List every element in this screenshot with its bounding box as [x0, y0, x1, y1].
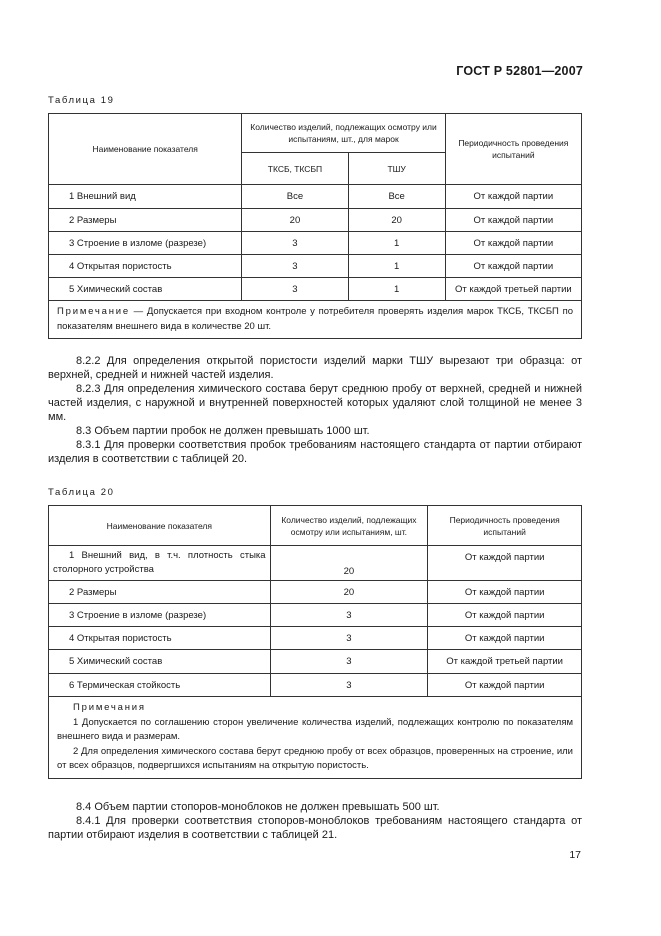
quantity-tksb: Все — [242, 185, 348, 209]
test-period: От каждой партии — [428, 546, 582, 581]
table-19-header-quantity: Количество изделий, подлежащих осмотру или испытаниям, шт., для марок — [242, 114, 445, 153]
quantity: 20 — [270, 546, 428, 581]
quantity-tksb: 20 — [242, 209, 348, 232]
table-20-caption: Таблица 20 — [48, 487, 115, 498]
note-text: — Допускается при входном контроле у потребителя проверять изделия марок ТКСБ, ТКСБП по показателям внешнего вида в количестве 20 шт. — [57, 306, 573, 332]
indicator-name: 1 Внешний вид — [49, 185, 242, 209]
notes-label: Примечания — [73, 702, 146, 713]
table-20 — [48, 505, 582, 779]
test-period: От каждой партии — [428, 604, 582, 627]
table-20-header-quantity: Количество изделий, подлежащих осмотру или испытаниям, шт. — [270, 506, 428, 546]
table-row — [49, 650, 582, 674]
table-row — [49, 278, 582, 301]
paragraph: 8.3.1 Для проверки соответствия пробок требованиям настоящего стандарта от партии отбирают изделия в соответствии с таблицей 20. — [48, 439, 582, 465]
table-row — [49, 581, 582, 604]
test-period: От каждой партии — [428, 627, 582, 650]
quantity-tshu: 1 — [348, 232, 445, 255]
table-19-caption: Таблица 19 — [48, 95, 115, 106]
table-19-header-period: Периодичность проведения испытаний — [445, 114, 581, 185]
table-19-header-tksb: ТКСБ, ТКСБП — [242, 153, 348, 185]
table-19-header-name: Наименование показателя — [49, 114, 242, 185]
quantity: 3 — [270, 627, 428, 650]
test-period: От каждой партии — [445, 232, 581, 255]
table-row — [49, 546, 582, 581]
table-row — [49, 674, 582, 697]
quantity-tshu: 20 — [348, 209, 445, 232]
table-20-notes — [49, 697, 582, 779]
indicator-name: 1 Внешний вид, в т.ч. плотность стыка столорного устройства — [49, 546, 271, 581]
table-19-note — [49, 301, 582, 339]
test-period: От каждой третьей партии — [445, 278, 581, 301]
table-20-header-name: Наименование показателя — [49, 506, 271, 546]
table-19-header-tshu: ТШУ — [348, 153, 445, 185]
table-row — [49, 232, 582, 255]
indicator-name: 5 Химический состав — [49, 278, 242, 301]
test-period: От каждой партии — [445, 255, 581, 278]
indicator-name: 5 Химический состав — [49, 650, 271, 674]
test-period: От каждой партии — [445, 209, 581, 232]
paragraph: 8.3 Объем партии пробок не должен превышать 1000 шт. — [76, 425, 370, 437]
note-item: 2 Для определения химического состава берут среднюю пробу от всех образцов, проверенных на строение, или от всех образцов, подвергшихся испытаниям на открытую пористость. — [57, 745, 573, 771]
table-row — [49, 185, 582, 209]
note-label: Примечание — [57, 306, 130, 317]
document-code: ГОСТ Р 52801—2007 — [456, 64, 583, 78]
table-20-header-period: Периодичность проведения испытаний — [428, 506, 582, 546]
quantity: 3 — [270, 674, 428, 697]
indicator-name: 2 Размеры — [49, 581, 271, 604]
quantity-tksb: 3 — [242, 232, 348, 255]
indicator-name: 3 Строение в изломе (разрезе) — [49, 232, 242, 255]
quantity-tksb: 3 — [242, 255, 348, 278]
paragraph: 8.2.2 Для определения открытой пористости изделий марки ТШУ вырезают три образца: от верхней, средней и нижней частей изделия. — [48, 355, 582, 381]
quantity-tksb: 3 — [242, 278, 348, 301]
table-row — [49, 255, 582, 278]
quantity: 20 — [270, 581, 428, 604]
indicator-name: 4 Открытая пористость — [49, 255, 242, 278]
table-row — [49, 627, 582, 650]
paragraph: 8.4.1 Для проверки соответствия стопоров-моноблоков требованиям настоящего стандарта от партии отбирают изделия в соответствии с таблицей 21. — [48, 815, 582, 841]
quantity-tshu: Все — [348, 185, 445, 209]
quantity: 3 — [270, 650, 428, 674]
indicator-name: 2 Размеры — [49, 209, 242, 232]
paragraph: 8.2.3 Для определения химического состава берут среднюю пробу от верхней, средней и нижней частей изделия, с наружной и внутренней поверхностей которых удаляют слой толщиной не менее 3 мм. — [48, 383, 582, 423]
page-number: 17 — [569, 849, 581, 861]
note-item: 1 Допускается по соглашению сторон увеличение количества изделий, подлежащих контролю по показателям внешнего вида и размерам. — [57, 716, 573, 742]
paragraph: 8.4 Объем партии стопоров-моноблоков не должен превышать 500 шт. — [76, 801, 440, 813]
section-8-2-8-3 — [48, 354, 582, 466]
quantity-tshu: 1 — [348, 278, 445, 301]
quantity-tshu: 1 — [348, 255, 445, 278]
test-period: От каждой третьей партии — [428, 650, 582, 674]
test-period: От каждой партии — [428, 581, 582, 604]
test-period: От каждой партии — [445, 185, 581, 209]
indicator-name: 4 Открытая пористость — [49, 627, 271, 650]
table-19 — [48, 113, 582, 339]
quantity: 3 — [270, 604, 428, 627]
section-8-4 — [48, 800, 582, 842]
indicator-name: 6 Термическая стойкость — [49, 674, 271, 697]
indicator-name: 3 Строение в изломе (разрезе) — [49, 604, 271, 627]
table-row — [49, 209, 582, 232]
test-period: От каждой партии — [428, 674, 582, 697]
table-row — [49, 604, 582, 627]
